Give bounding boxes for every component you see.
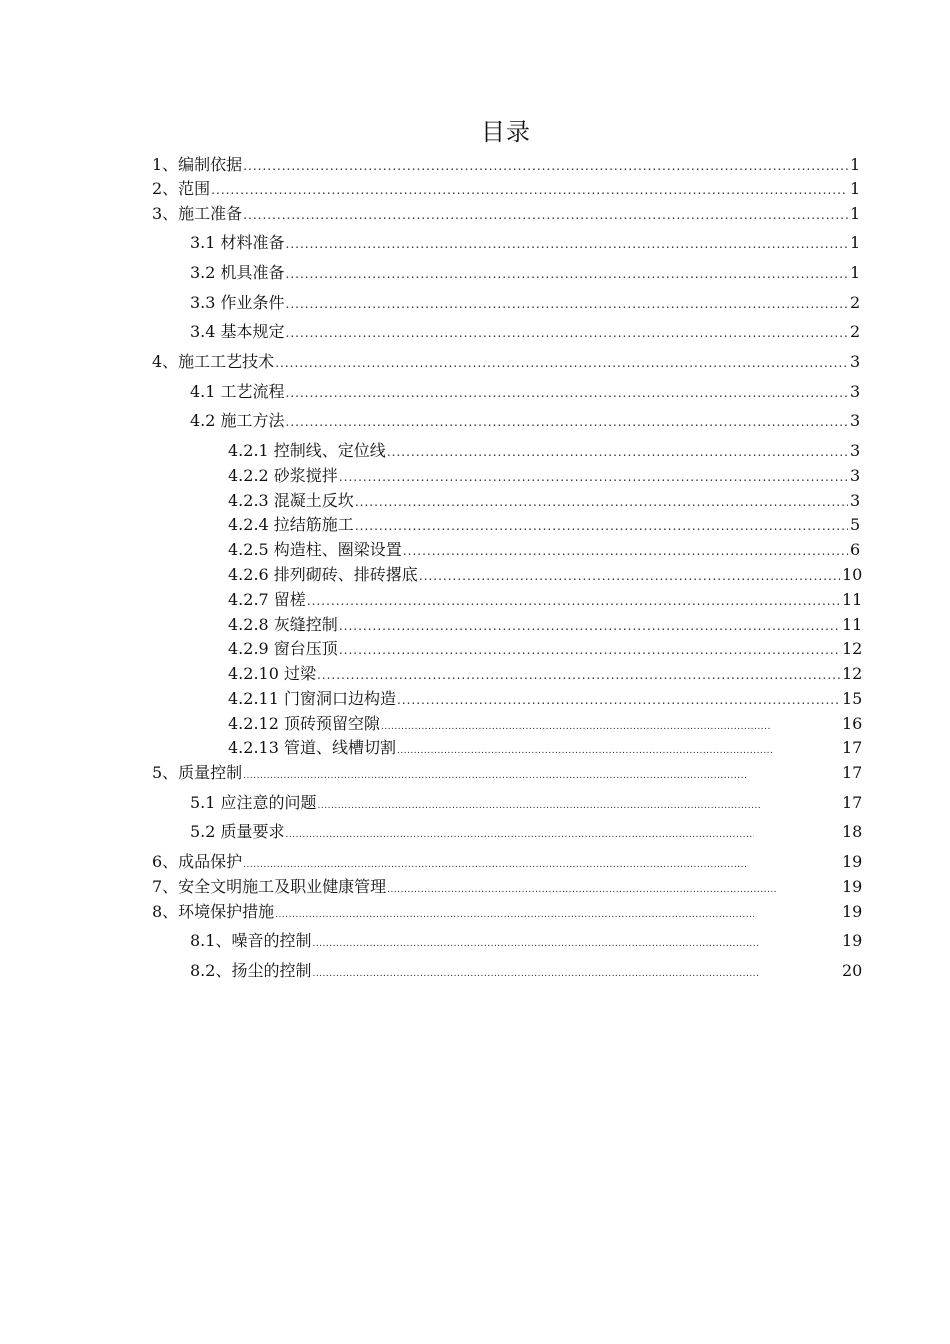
toc-entry-page: 1 (850, 155, 861, 174)
toc-entry[interactable] (190, 322, 861, 343)
toc-entry-label: 4.2.11 门窗洞口边构造 (228, 689, 396, 708)
toc-entry-page: 17 (842, 738, 863, 757)
toc-entry-page: 12 (842, 639, 863, 658)
toc-entry[interactable] (190, 793, 863, 816)
toc-entry-label: 4.2.10 过梁 (228, 664, 316, 683)
toc-entry-page: 3 (850, 352, 861, 371)
toc-entry-label: 4.2.2 砂浆搅拌 (228, 466, 338, 485)
toc-entry[interactable] (190, 293, 861, 314)
toc-leader-dots (312, 964, 760, 984)
toc-entry-page: 3 (850, 382, 861, 401)
toc-entry-page: 2 (850, 293, 861, 312)
toc-entry-label: 1、编制依据 (152, 155, 243, 174)
toc-leader-dots (355, 516, 848, 536)
toc-entry[interactable] (228, 565, 863, 586)
toc-leader-dots (397, 690, 840, 710)
toc-entry[interactable] (228, 590, 863, 611)
toc-entry-page: 11 (842, 615, 863, 634)
toc-entry[interactable] (228, 466, 861, 487)
toc-entry[interactable] (190, 382, 861, 403)
toc-leader-dots (286, 412, 848, 432)
toc-entry[interactable] (152, 204, 861, 225)
toc-entry[interactable] (190, 961, 863, 984)
toc-leader-dots (381, 717, 770, 737)
toc-entry-page: 1 (850, 233, 861, 252)
toc-leader-dots (397, 741, 773, 761)
toc-entry-page: 12 (842, 664, 863, 683)
toc-entry-label: 4.2.12 顶砖预留空隙 (228, 714, 380, 733)
toc-entry[interactable] (228, 615, 863, 636)
toc-entry-page: 1 (850, 204, 861, 223)
toc-leader-dots (339, 616, 840, 636)
toc-entry-label: 4.1 工艺流程 (190, 382, 285, 401)
toc-entry[interactable] (190, 233, 861, 254)
toc-leader-dots (355, 492, 848, 512)
toc-entry[interactable] (228, 639, 863, 660)
toc-leader-dots (243, 855, 748, 875)
toc-entry-page: 20 (842, 961, 863, 980)
toc-entry-label: 4.2.8 灰缝控制 (228, 615, 338, 634)
toc-leader-dots (286, 234, 848, 254)
toc-entry-page: 10 (842, 565, 863, 584)
toc-entry-page: 19 (842, 852, 863, 871)
toc-entry[interactable] (152, 179, 861, 200)
toc-leader-dots (275, 905, 754, 925)
toc-entry-label: 4.2.3 混凝土反坎 (228, 491, 354, 510)
toc-leader-dots (403, 541, 848, 561)
toc-entry-label: 4.2.4 拉结筋施工 (228, 515, 354, 534)
toc-entry-label: 3.2 机具准备 (190, 263, 285, 282)
toc-entry-page: 2 (850, 322, 861, 341)
toc-entry[interactable] (152, 852, 863, 875)
toc-entry[interactable] (228, 714, 863, 737)
toc-entry[interactable] (152, 877, 863, 900)
toc-entry-label: 4.2.5 构造柱、圈梁设置 (228, 540, 402, 559)
toc-entry[interactable] (152, 155, 861, 176)
toc-entry-label: 6、成品保护 (152, 852, 243, 871)
toc-leader-dots (243, 156, 848, 176)
toc-entry[interactable] (228, 664, 863, 685)
toc-leader-dots (243, 766, 748, 786)
toc-leader-dots (419, 566, 840, 586)
toc-entry[interactable] (190, 263, 861, 284)
toc-leader-dots (286, 383, 848, 403)
toc-entry-page: 3 (850, 491, 861, 510)
toc-leader-dots (387, 442, 848, 462)
toc-entry-label: 4、施工工艺技术 (152, 352, 275, 371)
toc-leader-dots (318, 796, 762, 816)
toc-entry[interactable] (152, 352, 861, 373)
toc-entry[interactable] (190, 822, 863, 845)
toc-entry-page: 3 (850, 441, 861, 460)
toc-entry-label: 8、环境保护措施 (152, 902, 275, 921)
toc-leader-dots (307, 591, 840, 611)
toc-entry-page: 19 (842, 931, 863, 950)
toc-entry[interactable] (152, 763, 863, 786)
toc-leader-dots (211, 180, 848, 200)
toc-leader-dots (286, 825, 754, 845)
toc-entry[interactable] (228, 738, 863, 761)
toc-leader-dots (286, 323, 848, 343)
toc-entry-page: 1 (850, 263, 861, 282)
toc-entry-page: 17 (842, 763, 863, 782)
toc-leader-dots (286, 294, 848, 314)
toc-entry-page: 5 (850, 515, 861, 534)
toc-entry-label: 4.2.6 排列砌砖、排砖撂底 (228, 565, 418, 584)
toc-entry[interactable] (228, 491, 861, 512)
toc-entry-label: 4.2.7 留槎 (228, 590, 306, 609)
toc-entry-label: 5.2 质量要求 (190, 822, 285, 841)
toc-entry-label: 8.1、噪音的控制 (190, 931, 312, 950)
toc-leader-dots (243, 205, 848, 225)
toc-entry-page: 18 (842, 822, 863, 841)
toc-leader-dots (339, 467, 848, 487)
toc-entry[interactable] (228, 689, 863, 710)
toc-entry-label: 3.3 作业条件 (190, 293, 285, 312)
toc-leader-dots (317, 665, 840, 685)
toc-entry-label: 4.2 施工方法 (190, 411, 285, 430)
toc-entry-label: 4.2.13 管道、线槽切割 (228, 738, 396, 757)
toc-leader-dots (387, 880, 776, 900)
toc-entry-page: 11 (842, 590, 863, 609)
toc-entry-page: 19 (842, 902, 863, 921)
toc-entry[interactable] (228, 441, 861, 462)
toc-leader-dots (286, 264, 848, 284)
toc-title: 目录 (481, 118, 531, 146)
toc-entry-label: 5、质量控制 (152, 763, 243, 782)
toc-entry[interactable] (152, 902, 863, 925)
toc-entry-page: 17 (842, 793, 863, 812)
toc-entry-page: 3 (850, 466, 861, 485)
toc-entry-page: 6 (850, 540, 861, 559)
toc-entry[interactable] (190, 931, 863, 954)
toc-entry-page: 16 (842, 714, 863, 733)
toc-entry-page: 15 (842, 689, 863, 708)
toc-entry[interactable] (228, 515, 861, 536)
toc-entry-label: 3、施工准备 (152, 204, 243, 223)
toc-leader-dots (339, 640, 840, 660)
toc-leader-dots (275, 353, 848, 373)
toc-entry-label: 3.4 基本规定 (190, 322, 285, 341)
toc-leader-dots (312, 934, 760, 954)
toc-entry-label: 7、安全文明施工及职业健康管理 (152, 877, 387, 896)
toc-entry-label: 4.2.1 控制线、定位线 (228, 441, 386, 460)
toc-entry-label: 2、范围 (152, 179, 211, 198)
toc-entry-page: 3 (850, 411, 861, 430)
toc-entry-page: 19 (842, 877, 863, 896)
toc-entry[interactable] (228, 540, 861, 561)
toc-entry-page: 1 (850, 179, 861, 198)
toc-entry-label: 8.2、扬尘的控制 (190, 961, 312, 980)
toc-entry-label: 5.1 应注意的问题 (190, 793, 317, 812)
toc-entry-label: 4.2.9 窗台压顶 (228, 639, 338, 658)
toc-entry-label: 3.1 材料准备 (190, 233, 285, 252)
toc-entry[interactable] (190, 411, 861, 432)
